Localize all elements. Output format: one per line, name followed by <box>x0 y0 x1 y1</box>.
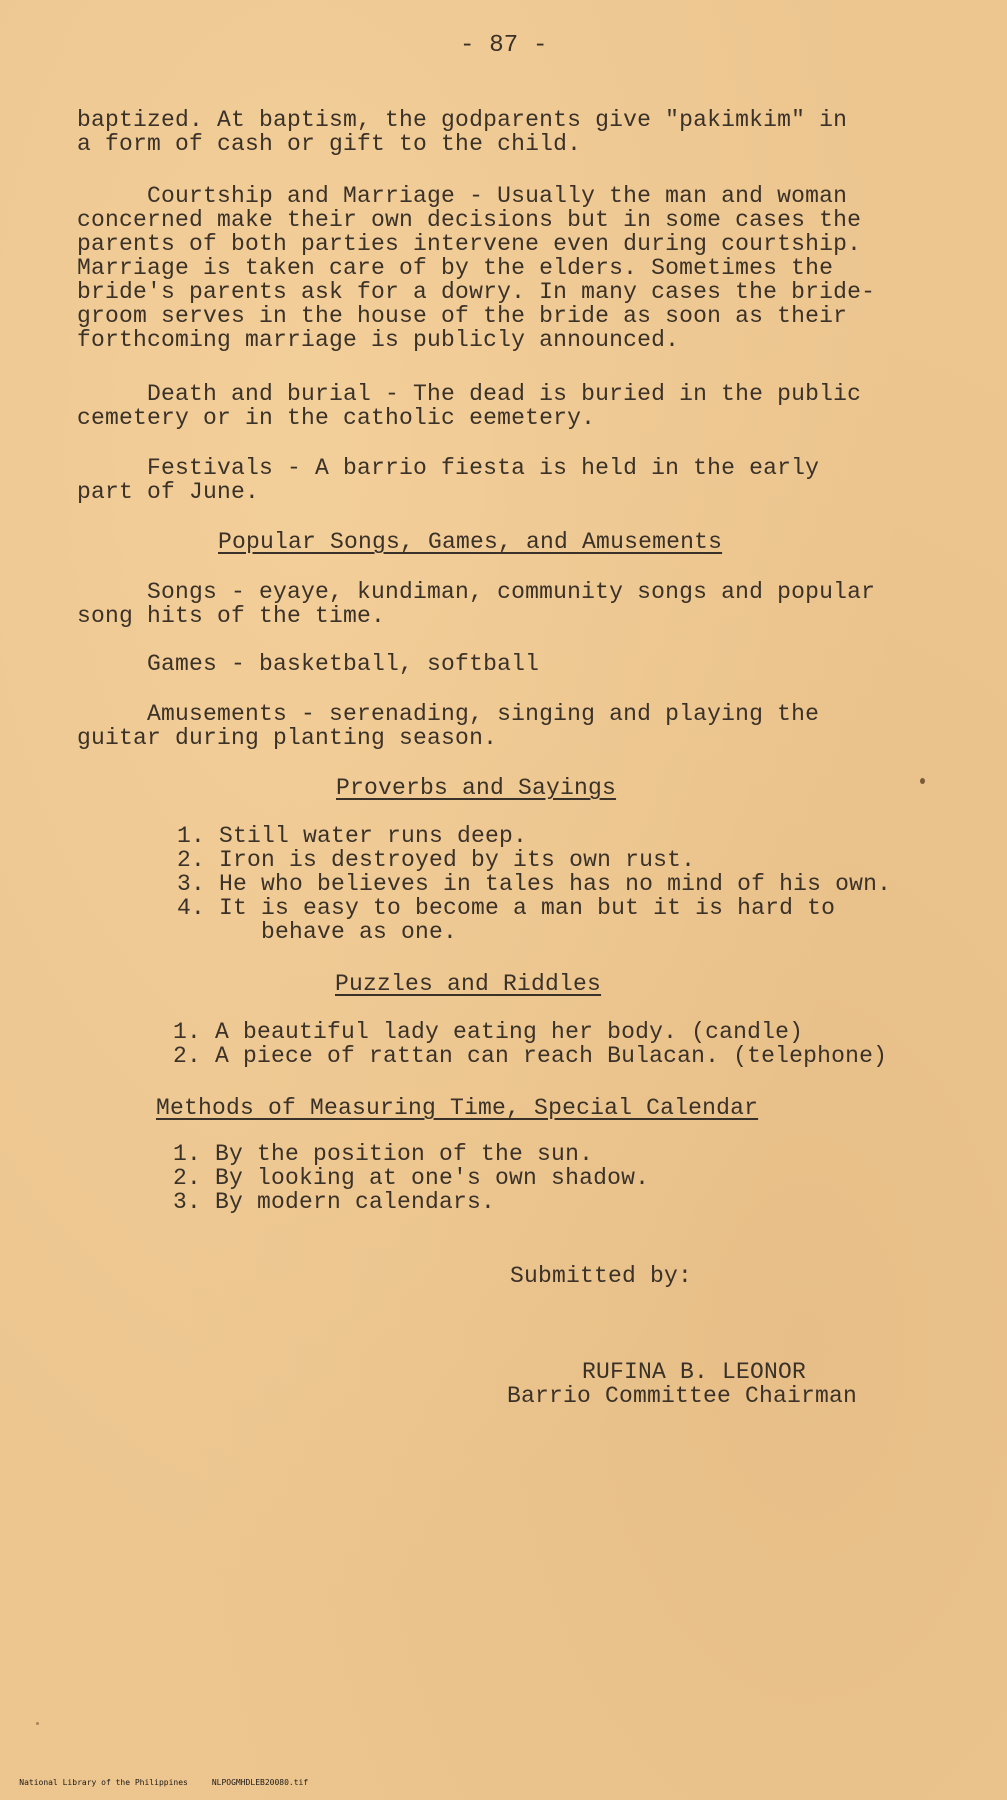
signatory-name: RUFINA B. LEONOR <box>582 1359 807 1385</box>
paragraph-courtship-line-7: forthcoming marriage is publicly announced. <box>77 327 680 353</box>
paragraph-festivals-line-1: Festivals - A barrio fiesta is held in the early <box>77 455 820 481</box>
footer-library: National Library of the Philippines <box>19 1778 188 1787</box>
paragraph-songs-line-1: Songs - eyaye, kundiman, community songs and popular <box>77 579 876 605</box>
page-number: - 87 - <box>460 32 548 59</box>
proverb-1: 1. Still water runs deep. <box>177 823 528 849</box>
riddle-2: 2. A piece of rattan can reach Bulacan. (telephone) <box>173 1043 888 1069</box>
paragraph-death-line-1: Death and burial - The dead is buried in the public <box>77 381 862 407</box>
time-method-1: 1. By the position of the sun. <box>173 1141 594 1167</box>
paragraph-courtship-line-4: Marriage is taken care of by the elders. Sometimes the <box>77 255 834 281</box>
time-method-2: 2. By looking at one's own shadow. <box>173 1165 650 1191</box>
paragraph-courtship-line-6: groom serves in the house of the bride as soon as their <box>77 303 848 329</box>
paragraph-baptism-line-2: a form of cash or gift to the child. <box>77 131 582 157</box>
submitted-by-label: Submitted by: <box>510 1263 693 1289</box>
paragraph-amusements-line-1: Amusements - serenading, singing and playing the <box>77 701 820 727</box>
paragraph-death-line-2: cemetery or in the catholic eemetery. <box>77 405 596 431</box>
ink-speck <box>920 778 925 784</box>
proverb-4-line-1: 4. It is easy to become a man but it is hard to <box>177 895 836 921</box>
proverb-3: 3. He who believes in tales has no mind of his own. <box>177 871 892 897</box>
scan-footer <box>0 1769 332 1796</box>
paragraph-courtship-line-2: concerned make their own decisions but in some cases the <box>77 207 862 233</box>
footer-file-id: NLPOGMHDLEB20080.tif <box>211 1778 309 1787</box>
paragraph-festivals-line-2: part of June. <box>77 479 260 505</box>
paragraph-songs-line-2: song hits of the time. <box>77 603 386 629</box>
proverb-4-line-2: behave as one. <box>177 919 458 945</box>
paragraph-games: Games - basketball, softball <box>77 651 540 677</box>
time-method-3: 3. By modern calendars. <box>173 1189 496 1215</box>
paragraph-courtship-line-5: bride's parents ask for a dowry. In many cases the bride- <box>77 279 876 305</box>
heading-proverbs: Proverbs and Sayings <box>336 775 617 801</box>
paragraph-baptism-line-1: baptized. At baptism, the godparents give "pakimkim" in <box>77 107 848 133</box>
ink-speck <box>36 1722 39 1725</box>
heading-measuring-time: Methods of Measuring Time, Special Calendar <box>156 1095 759 1121</box>
riddle-1: 1. A beautiful lady eating her body. (candle) <box>173 1019 804 1045</box>
signatory-title: Barrio Committee Chairman <box>507 1383 858 1409</box>
proverb-2: 2. Iron is destroyed by its own rust. <box>177 847 696 873</box>
heading-riddles: Puzzles and Riddles <box>335 971 602 997</box>
paragraph-amusements-line-2: guitar during planting season. <box>77 725 498 751</box>
heading-popular-songs: Popular Songs, Games, and Amusements <box>218 529 723 555</box>
paragraph-courtship-line-1: Courtship and Marriage - Usually the man and woman <box>77 183 848 209</box>
paragraph-courtship-line-3: parents of both parties intervene even during courtship. <box>77 231 862 257</box>
